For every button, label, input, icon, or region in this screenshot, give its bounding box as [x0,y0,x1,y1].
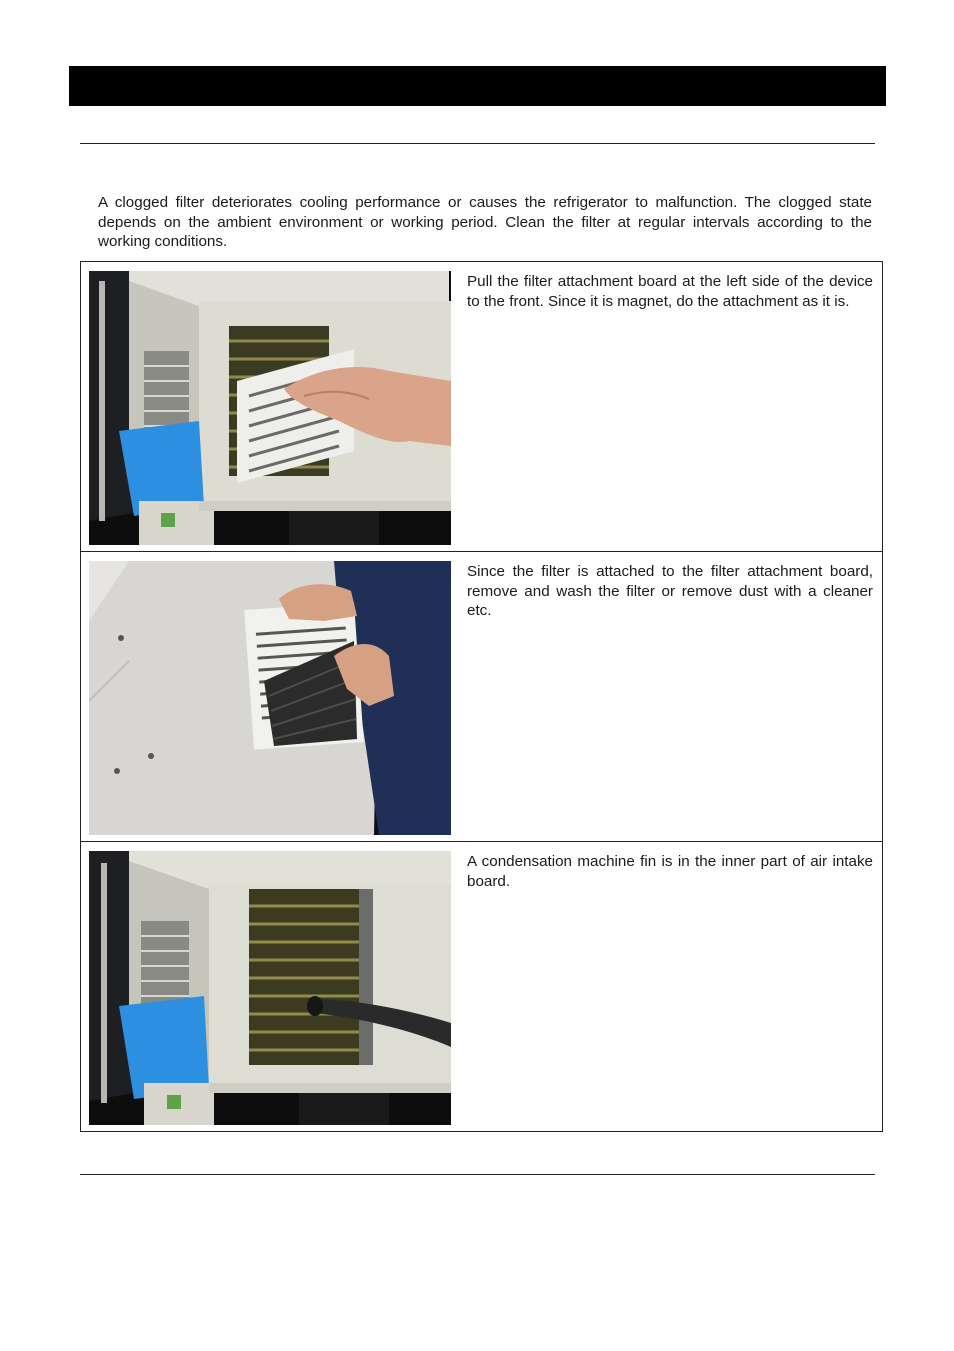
step-instruction: A condensation machine fin is in the inner part of air intake board. [467,853,873,890]
steps-table [80,261,883,1132]
top-divider [80,143,875,144]
step-instruction: Pull the filter attachment board at the left side of the device to the front. Since it is magnet, do the attachment as it is. [467,273,873,310]
header-bar [69,66,886,106]
photo-vacuum-cleaning-condenser-fin [89,851,451,1125]
step-row [81,552,882,842]
step-row [81,842,882,1132]
step-row [81,262,882,552]
step-photo-clean-condenser-fin [89,851,451,1125]
step-photo-pull-filter-board [89,271,451,545]
step-photo-remove-filter [89,561,451,835]
photo-removing-filter-from-board [89,561,451,835]
step-instruction: Since the filter is attached to the filter attachment board, remove and wash the filter or remove dust with a cleaner etc. [467,563,873,619]
bottom-divider [80,1174,875,1175]
photo-hand-pulling-filter-board [89,271,451,545]
intro-paragraph: A clogged filter deteriorates cooling performance or causes the refrigerator to malfunction. The clogged state depends on the ambient environment or working period. Clean the filter at regular intervals according to the working conditions. [98,194,872,250]
